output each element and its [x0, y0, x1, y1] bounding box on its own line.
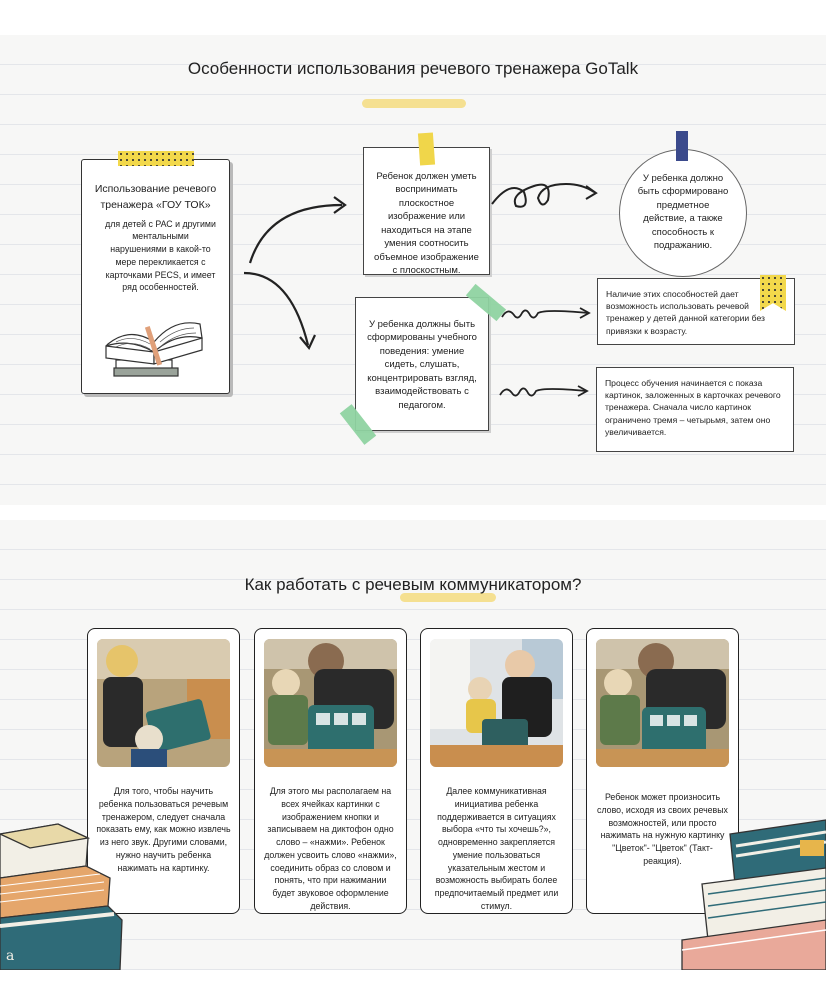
intro-card: [81, 159, 230, 394]
title-highlight: [362, 99, 466, 108]
card-process: [596, 367, 794, 452]
step-card-2-text: Для этого мы располагаем на всех ячейках картинки с изображением кнопки и записываем на диктофон одно слово – «нажми». Ребенок должен усвоить слово «нажми», соединить образ со словом и понять, что при нажимании будет звуковое оформление действия.: [264, 786, 397, 911]
card-behavior-text: У ребенка должны быть сформированы учебного поведения: умение сидеть, слушать, концентрировать взгляд, взаимодействовать с педагогом.: [367, 319, 477, 411]
photo-child-pressing: [596, 639, 729, 767]
section-title-features: Особенности использования речевого тренажера GoTalk: [187, 59, 639, 78]
card-process-text: Процесс обучения начинается с показа картинок, заложенных в карточках речевого тренажера. Сначала число картинок ограничено тремя – четырьмя, затем оно увеличивается.: [605, 378, 781, 437]
step-card-2: [254, 628, 407, 914]
card-perception-text: Ребенок должен уметь воспринимать плоскостное изображение или находиться на этапе умения соотносить объемное изображение с плоскостным.: [374, 171, 479, 277]
step-card-3: [420, 628, 573, 914]
card-action-circle: [619, 149, 747, 277]
books-stack-icon: [0, 820, 125, 970]
curly-arrow-icon: [490, 170, 600, 220]
photo-child-with-device: [264, 639, 397, 767]
step-card-3-text: Далее коммуникативная инициатива ребенка поддерживается в ситуациях выбора «что ты хочешь?», одновременно закрепляется умение пользоваться указательным жестом и возможность выбирать более предпочитаемый предмет или стимул.: [434, 786, 559, 911]
tape-yellow: [418, 133, 435, 166]
curly-arrow-icon: [498, 381, 592, 401]
step-card-4-text: Ребенок может произносить слово, исходя из своих речевых возможностей, или просто нажимать на нужную картинку "Цветок"- "Цветок" (Такт-реакция).: [597, 792, 728, 866]
curly-arrow-icon: [500, 303, 594, 323]
card-possibility-text: Наличие этих способностей дает возможность использовать речевой тренажер у детей данной категории без привязки к возрасту.: [606, 289, 765, 336]
tape-navy: [676, 131, 688, 161]
card-action-text: У ребенка должно быть сформировано предметное действие, а также способность к подражанию.: [637, 173, 729, 252]
photo-child-with-teacher: [97, 639, 230, 767]
svg-text:a: a: [6, 948, 15, 964]
card-perception: [363, 147, 490, 275]
tape-yellow: [118, 151, 194, 166]
features-section: [0, 35, 826, 505]
intro-card-heading: Использование речевого тренажера «ГОУ ТОК»: [94, 183, 217, 211]
step-card-1-text: Для того, чтобы научить ребенка пользоваться речевым тренажером, следует сначала показать ему, как можно извлечь из него звук. Другими словами, нужно научить ребенка нажимать на картинку.: [96, 786, 231, 873]
card-behavior: [355, 297, 489, 431]
curly-arrow-icon: [238, 185, 368, 355]
photo-child-choosing: [430, 639, 563, 767]
open-book-icon: [102, 312, 210, 378]
how-to-section: [0, 520, 826, 970]
section-title-how-to: Как работать с речевым коммуникатором?: [244, 575, 582, 594]
intro-card-body: для детей с РАС и другими ментальными нарушениями в какой-то мере перекликается с карточками PECS, и имеет ряд особенностей.: [105, 218, 216, 293]
books-stack-icon: [682, 790, 826, 970]
